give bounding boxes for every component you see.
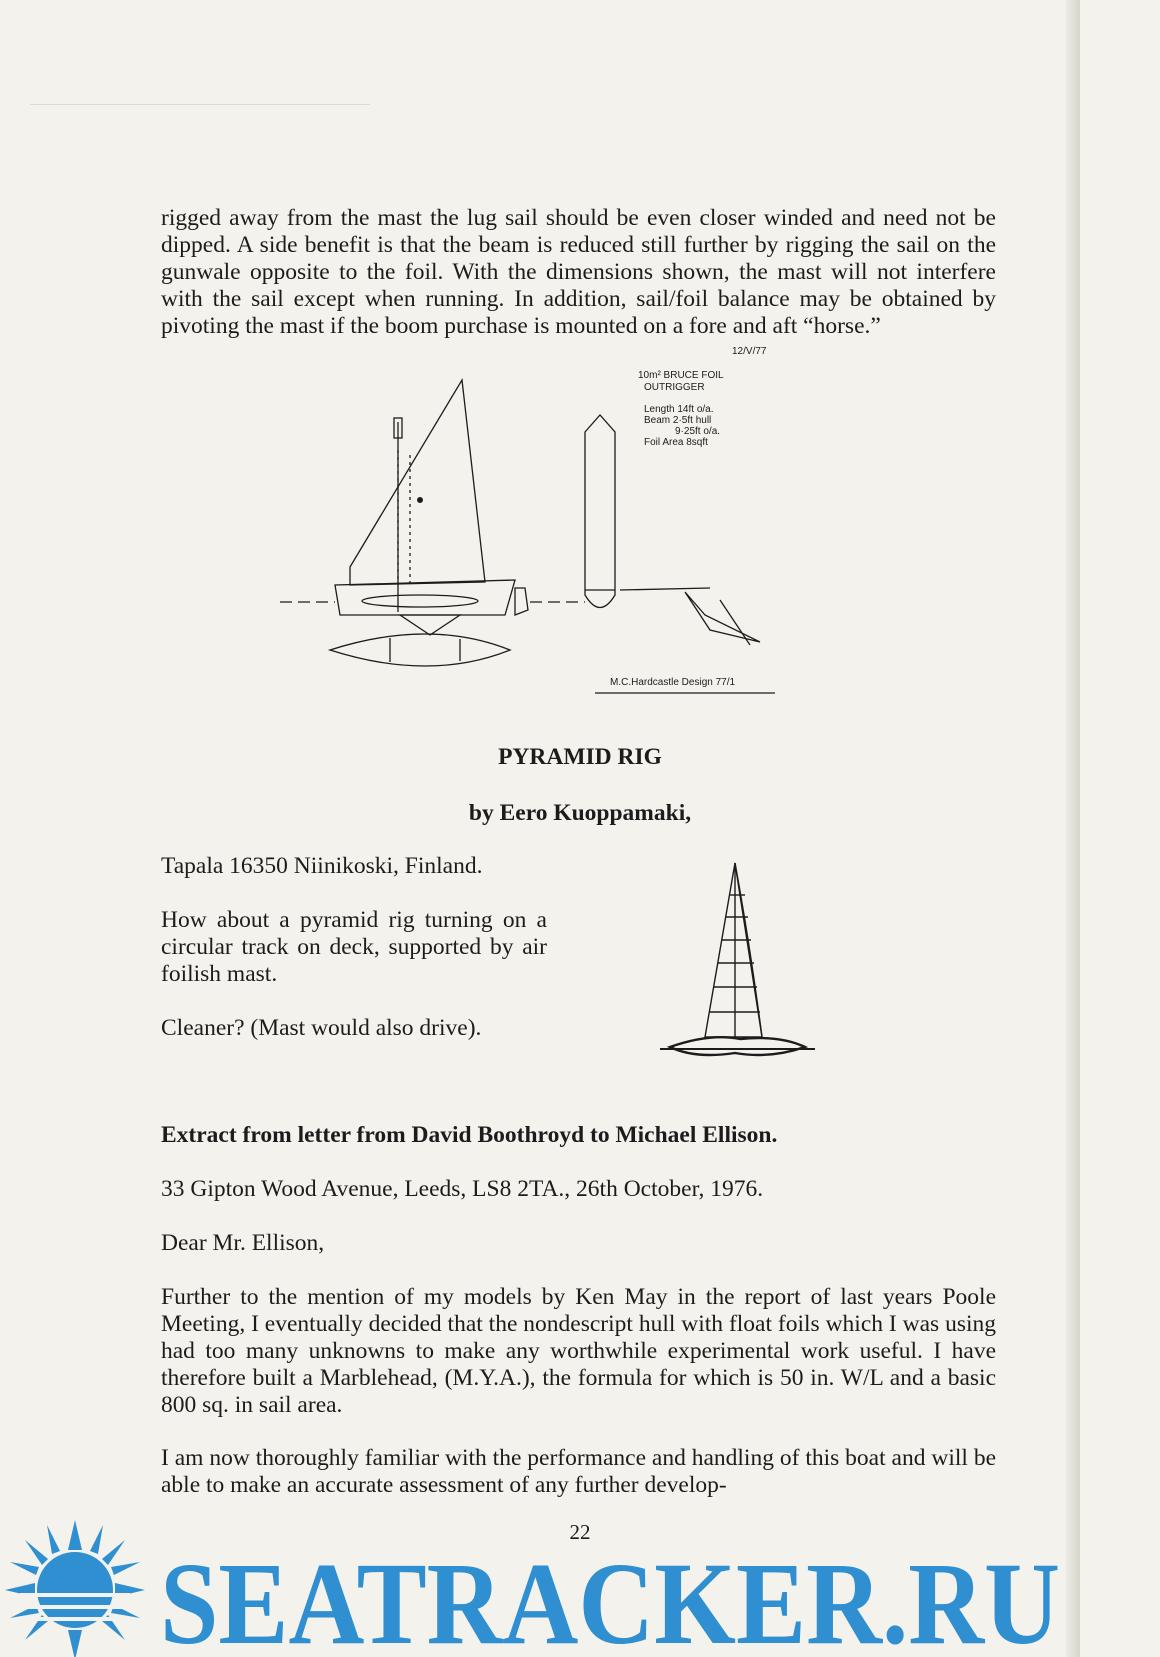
designer-signature: M.C.Hardcastle Design 77/1: [610, 677, 736, 688]
page-number: 22: [569, 1520, 591, 1544]
letter-address: 33 Gipton Wood Avenue, Leeds, LS8 2TA., 26th October, 1976.: [161, 1176, 764, 1202]
seatracker-watermark: [0, 1515, 1080, 1657]
watermark-text: SEATRACKER.RU: [160, 1538, 1060, 1657]
pyramid-sail: [705, 863, 762, 1037]
letter-salutation: Dear Mr. Ellison,: [161, 1230, 325, 1256]
faint-rule: [30, 104, 370, 105]
outrigger-strut: [685, 592, 760, 642]
pyramid-address: Tapala 16350 Niinikoski, Finland.: [161, 853, 483, 879]
spec-beam-oa: 9·25ft o/a.: [675, 426, 721, 437]
intro-paragraph: rigged away from the mast the lug sail should be even closer winded and need not be dipped. A side benefit is that the beam is reduced still further by rigging the sail on the gunwale opposite to the foil. With the dimensions shown, the mast will not interfere with the sail except when running. In addition, sail/foil balance may be obtained by pivoting the mast if the boom purchase is mounted on a fore and aft “horse.”: [161, 205, 996, 339]
drawing-title-line2: OUTRIGGER: [644, 382, 705, 393]
outrigger-drawing: [280, 346, 840, 740]
letter-paragraph-1: Further to the mention of my models by Ken May in the report of last years Poole Meeting, I eventually decided that the nondescript hull with float foils which I was using had too many unknowns to make any worthwhile experimental work useful. I have therefore built a Marblehead, (M.Y.A.), the formula for which is 50 in. W/L and a basic 800 sq. in sail area.: [161, 1284, 996, 1418]
spec-length: Length 14ft o/a.: [644, 404, 714, 415]
pyramid-rig-sketch: [650, 855, 830, 1065]
drawing-date: 12/V/77: [732, 346, 767, 357]
rudder: [515, 588, 528, 615]
pyramid-byline: by Eero Kuoppamaki,: [468, 800, 692, 826]
spec-beam-hull: Beam 2·5ft hull: [644, 415, 712, 426]
drawing-title-line1: 10m² BRUCE FOIL: [638, 370, 724, 381]
page-edge: [1066, 0, 1080, 1657]
letter-paragraph-2: I am now thoroughly familiar with the performance and handling of this boat and will be able to make an accurate assessment of any further develop-: [161, 1445, 996, 1498]
letter-heading: Extract from letter from David Boothroyd to Michael Ellison.: [161, 1122, 778, 1148]
keel: [400, 615, 460, 635]
sun-logo-icon: [5, 1520, 145, 1657]
pyramid-rig-heading: PYRAMID RIG: [498, 744, 662, 770]
lug-sail: [350, 380, 485, 585]
pyramid-body: How about a pyramid rig turning on a circular track on deck, supported by air foilish mast.: [161, 907, 547, 987]
deck-track: [670, 1037, 805, 1055]
spec-foil-area: Foil Area 8sqft: [644, 437, 708, 448]
pyramid-body-2: Cleaner? (Mast would also drive).: [161, 1015, 482, 1041]
hull-plan: [330, 634, 510, 666]
foil-float: [585, 415, 615, 608]
hull-slot: [362, 595, 478, 607]
